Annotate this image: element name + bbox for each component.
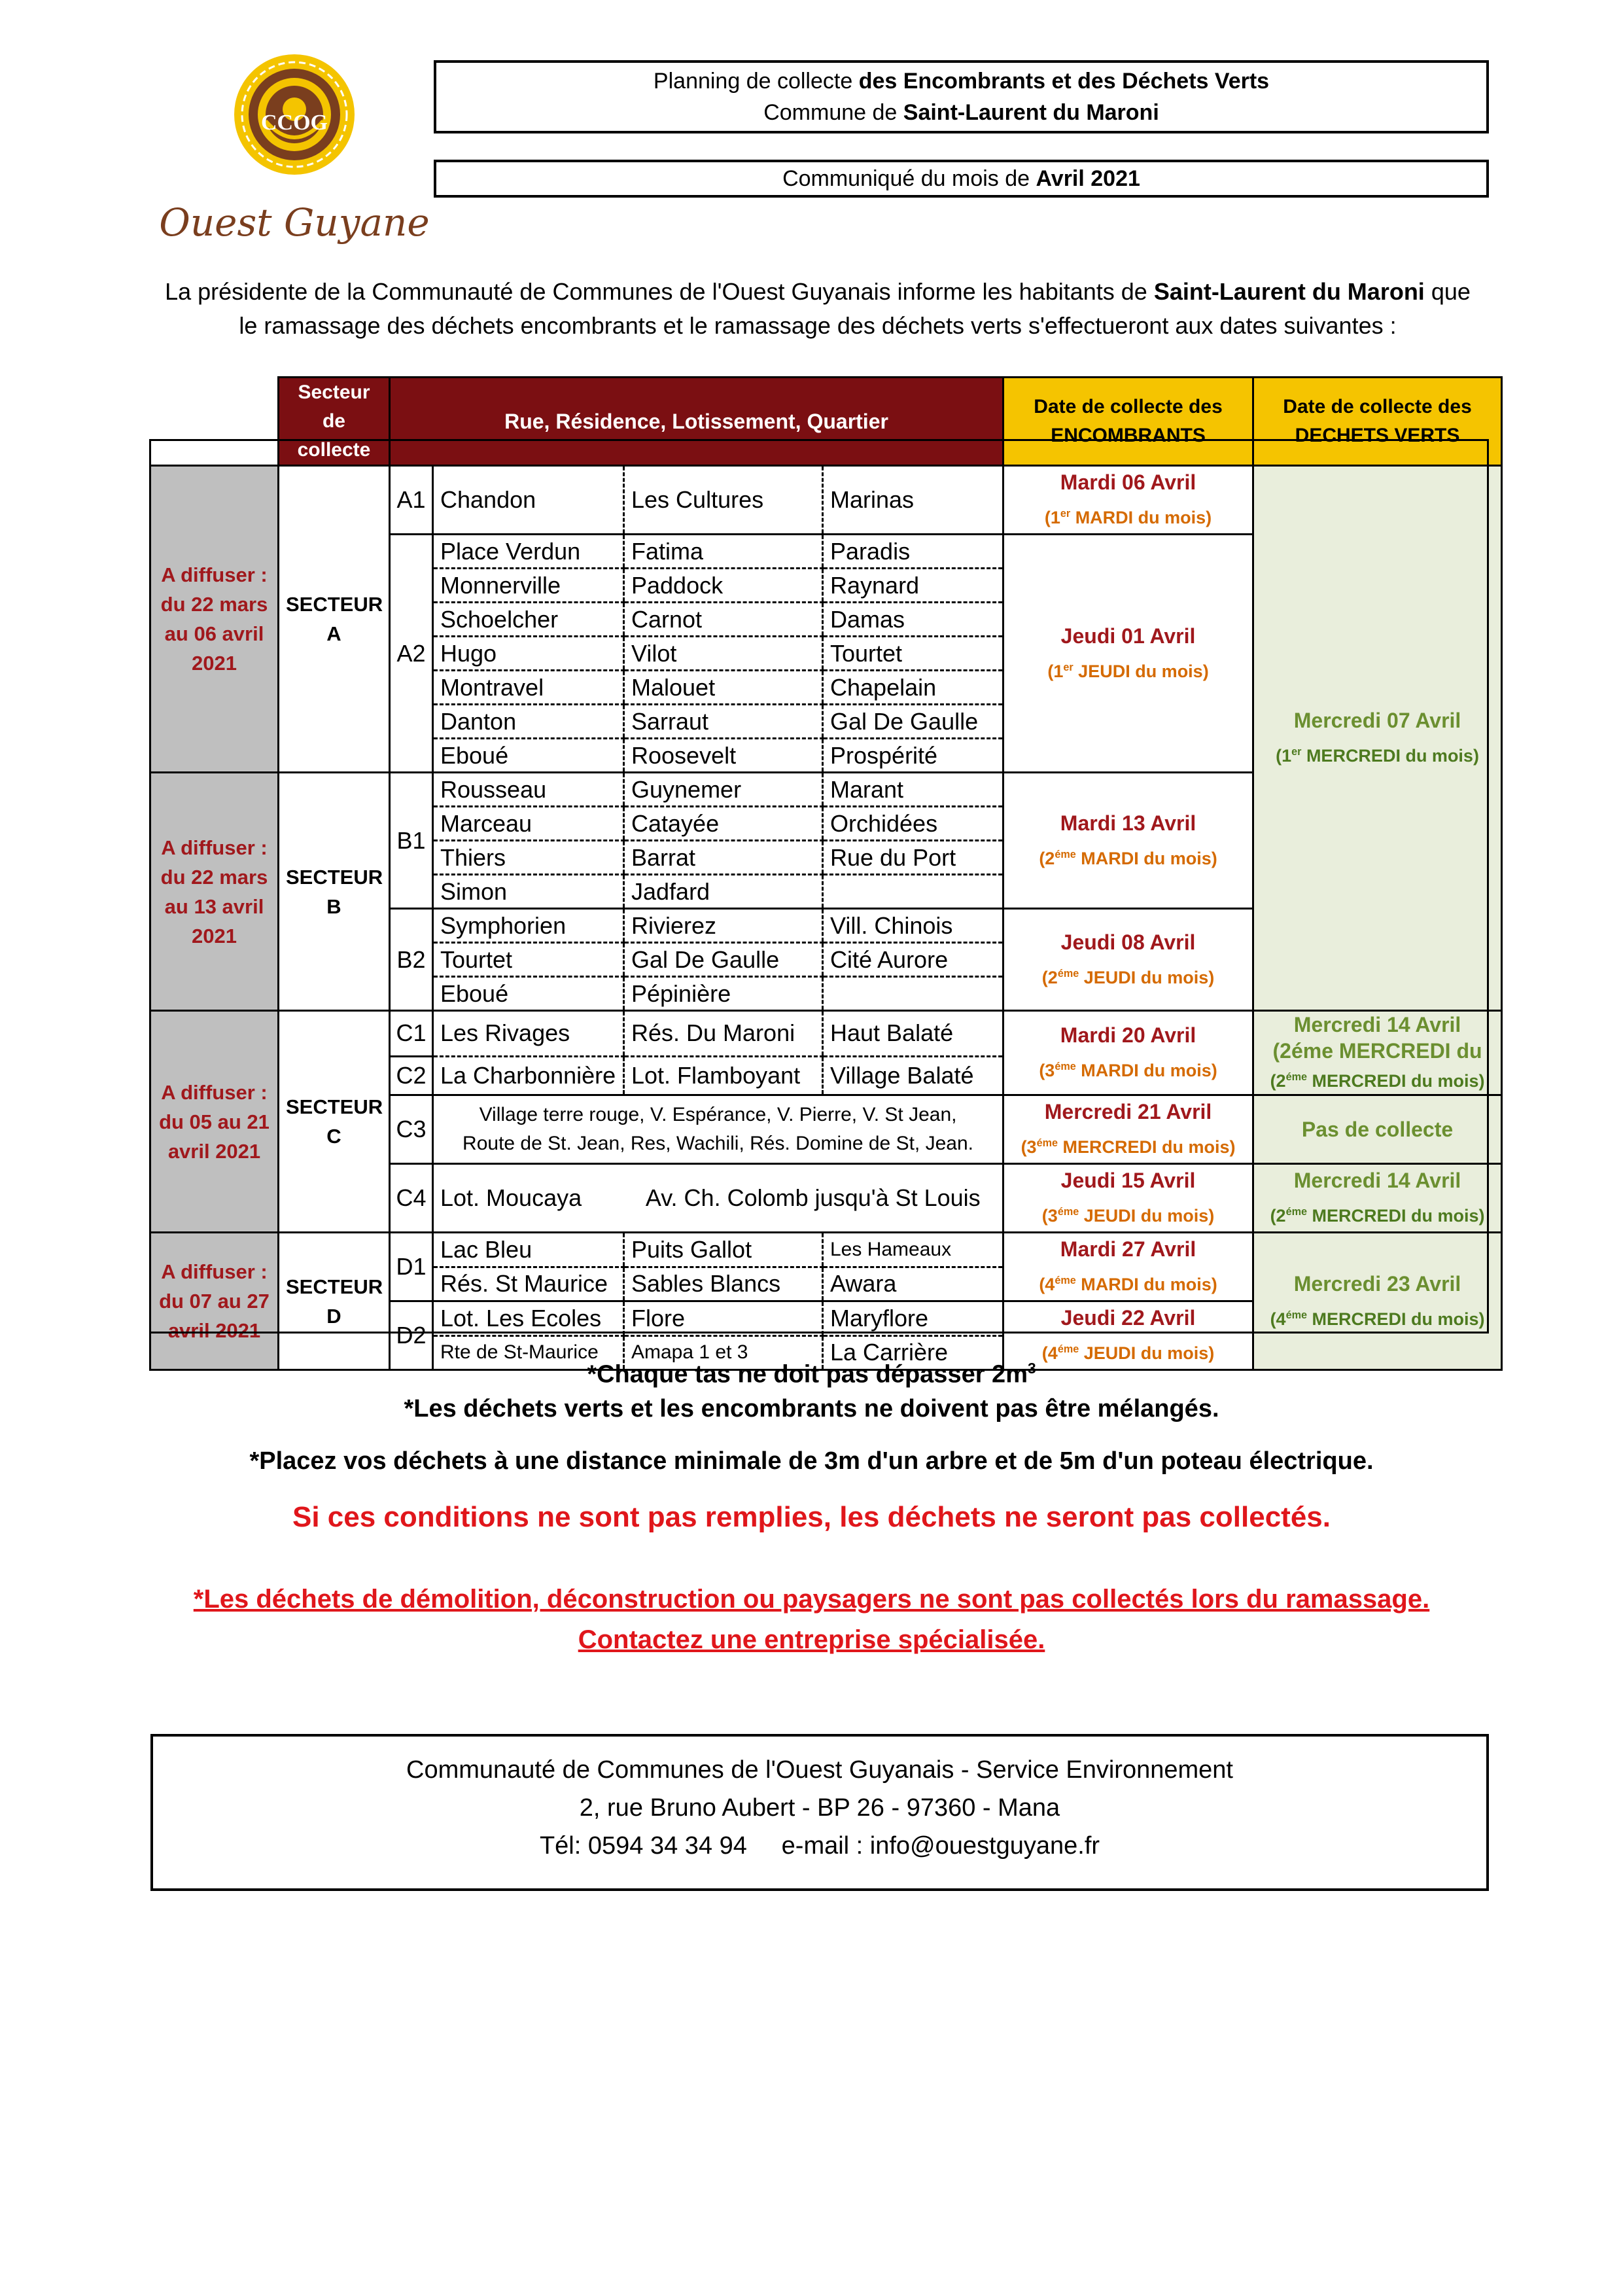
street: Hugo (433, 637, 624, 671)
street: Les Hameaux (823, 1233, 1003, 1267)
street: Eboué (433, 739, 624, 773)
vert-d: Mercredi 23 Avril ($4^{éme}$ MERCREDI du mois) (1253, 1233, 1502, 1370)
street: Barrat (624, 841, 823, 875)
vert-ab: Mercredi 07 Avril (1er MERCREDI du mois) (1253, 466, 1502, 1011)
street: Rés. Du Maroni (624, 1011, 823, 1057)
street: La Carrière (823, 1335, 1003, 1370)
street: Lot. Les Ecoles (433, 1301, 624, 1336)
sector-c-diffuser: A diffuser : du 05 au 21 avril 2021 (150, 1011, 279, 1233)
street: Lot. Moucaya (433, 1164, 624, 1233)
street: Monnerville (433, 569, 624, 603)
note-2: *Les déchets verts et les encombrants ne doivent pas être mélangés. (404, 1395, 1219, 1422)
street: Sables Blancs (624, 1267, 823, 1301)
enc-d1: Mardi 27 Avril ($4^{éme}$ MARDI du mois) (1003, 1233, 1253, 1301)
note-6: Contactez une entreprise spécialisée. (578, 1625, 1045, 1654)
street: Fatima (624, 535, 823, 569)
sector-a-label: SECTEUR A (279, 466, 390, 773)
note-4: Si ces conditions ne sont pas remplies, les déchets ne seront pas collectés. (292, 1501, 1331, 1533)
street: Roosevelt (624, 739, 823, 773)
street: Tourtet (823, 637, 1003, 671)
street: Rousseau (433, 773, 624, 807)
code-c3: C3 (390, 1095, 433, 1164)
street: Gal De Gaulle (823, 705, 1003, 739)
sector-b-diffuser: A diffuser : du 22 mars au 13 avril 2021 (150, 773, 279, 1011)
street: Flore (624, 1301, 823, 1336)
footer-line-3: Tél: 0594 34 34 94 e-mail : info@ouestguyane.fr (539, 1832, 1100, 1860)
title-box (434, 60, 1489, 133)
vert-c3: Pas de collecte (1253, 1095, 1502, 1164)
sector-a-diffuser: A diffuser : du 22 mars au 06 avril 2021 (150, 466, 279, 773)
street: Place Verdun (433, 535, 624, 569)
street: Rte de St-Maurice (433, 1335, 624, 1370)
title-line-2: Commune de Saint-Laurent du Maroni (763, 100, 1159, 125)
table-row (150, 1233, 1502, 1267)
street: Damas (823, 603, 1003, 637)
street: Vill. Chinois (823, 909, 1003, 943)
street: Symphorien (433, 909, 624, 943)
sector-b-label: SECTEUR B (279, 773, 390, 1011)
street: Awara (823, 1267, 1003, 1301)
footer-contact-box (150, 1734, 1489, 1891)
street: Guynemer (624, 773, 823, 807)
street: Prospérité (823, 739, 1003, 773)
sector-d-diffuser: A diffuser : du 07 au 27 avril 2021 (150, 1233, 279, 1370)
street: La Charbonnière (433, 1056, 624, 1095)
street: Simon (433, 875, 624, 909)
code-a1: A1 (390, 466, 433, 535)
sector-d-label: SECTEUR D (279, 1233, 390, 1370)
street: Orchidées (823, 807, 1003, 841)
code-d2: D2 (390, 1301, 433, 1370)
street: Village Balaté (823, 1056, 1003, 1095)
street: Danton (433, 705, 624, 739)
street: Lac Bleu (433, 1233, 624, 1267)
ccog-emblem-icon (157, 46, 432, 262)
street: Lot. Flamboyant (624, 1056, 823, 1095)
code-b2: B2 (390, 909, 433, 1011)
street: Malouet (624, 671, 823, 705)
footer-line-1: Communauté de Communes de l'Ouest Guyanais - Service Environnement (406, 1756, 1233, 1784)
street: Jadfard (624, 875, 823, 909)
code-c2: C2 (390, 1056, 433, 1095)
footer-line-2: 2, rue Bruno Aubert - BP 26 - 97360 - Mana (579, 1794, 1060, 1822)
street: Raynard (823, 569, 1003, 603)
enc-a1: Mardi 06 Avril (1er MARDI du mois) (1003, 466, 1253, 535)
header-rue: Rue, Résidence, Lotissement, Quartier (390, 378, 1003, 466)
street: Paddock (624, 569, 823, 603)
vert-c12: Mercredi 14 Avril (2éme MERCREDI du ($2^{éme}$ MERCREDI du mois) (1253, 1011, 1502, 1095)
enc-d2: Jeudi 22 Avril ($4^{éme}$ JEUDI du mois) (1003, 1301, 1253, 1370)
street: Rivierez (624, 909, 823, 943)
street: Haut Balaté (823, 1011, 1003, 1057)
enc-b1: Mardi 13 Avril ($2^{éme}$ MARDI du mois) (1003, 773, 1253, 909)
intro-text: La présidente de la Communauté de Communes de l'Ouest Guyanais informe les habitants de Saint-Laurent du Maroni que le ramassage des déchets encombrants et le ramassage des déchets verts s'effectueront aux dates suivantes : (165, 278, 1471, 339)
street: Marceau (433, 807, 624, 841)
table-row (150, 466, 1502, 535)
note-1: *Chaque tas ne doit pas dépasser $2m^3$ (587, 1360, 1036, 1388)
street-c3: Village terre rouge, V. Espérance, V. Pierre, V. St Jean, Route de St. Jean, Res, Wachili, Rés. Domine de St, Jean. (433, 1095, 1003, 1164)
table-header-row (150, 378, 1502, 466)
logo-monogram: CCOG (261, 111, 328, 135)
street: Rés. St Maurice (433, 1267, 624, 1301)
table-row (150, 1011, 1502, 1057)
code-c1: C1 (390, 1011, 433, 1057)
code-c4: C4 (390, 1164, 433, 1233)
street: Vilot (624, 637, 823, 671)
street: Gal De Gaulle (624, 943, 823, 977)
street: Catayée (624, 807, 823, 841)
street: Les Rivages (433, 1011, 624, 1057)
ccog-logo (157, 46, 432, 262)
note-3: *Placez vos déchets à une distance minimale de 3m d'un arbre et de 5m d'un poteau électrique. (249, 1447, 1374, 1475)
street: Av. Ch. Colomb jusqu'à St Louis (624, 1164, 1003, 1233)
street: Les Cultures (624, 466, 823, 535)
street: Marinas (823, 466, 1003, 535)
code-a2: A2 (390, 535, 433, 773)
logo-text: Ouest Guyane (159, 200, 430, 245)
street: Maryflore (823, 1301, 1003, 1336)
street: Puits Gallot (624, 1233, 823, 1267)
communique-box: Communiqué du mois de Avril 2021 (434, 160, 1489, 198)
header-secteur: Secteur de collecte (279, 378, 390, 466)
street: Tourtet (433, 943, 624, 977)
street: Chapelain (823, 671, 1003, 705)
enc-c4: Jeudi 15 Avril ($3^{éme}$ JEUDI du mois) (1003, 1164, 1253, 1233)
street: Montravel (433, 671, 624, 705)
street: Thiers (433, 841, 624, 875)
street: Schoelcher (433, 603, 624, 637)
street: Chandon (433, 466, 624, 535)
street: Marant (823, 773, 1003, 807)
street (823, 977, 1003, 1011)
street: Pépinière (624, 977, 823, 1011)
street: Sarraut (624, 705, 823, 739)
sector-c-label: SECTEUR C (279, 1011, 390, 1233)
street (823, 875, 1003, 909)
code-b1: B1 (390, 773, 433, 909)
title-line-1: Planning de collecte des Encombrants et des Déchets Verts (653, 69, 1270, 94)
enc-a2: Jeudi 01 Avril (1er JEUDI du mois) (1003, 535, 1253, 773)
street: Rue du Port (823, 841, 1003, 875)
collection-schedule-table (149, 376, 1503, 1371)
enc-b2: Jeudi 08 Avril ($2^{éme}$ JEUDI du mois) (1003, 909, 1253, 1011)
header-verts: Date de collecte des DECHETS VERTS (1253, 378, 1502, 466)
note-5: *Les déchets de démolition, déconstruction ou paysagers ne sont pas collectés lors du ramassage. (193, 1585, 1430, 1614)
enc-c3: Mercredi 21 Avril ($3^{éme}$ MERCREDI du mois) (1003, 1095, 1253, 1164)
street: Paradis (823, 535, 1003, 569)
street: Amapa 1 et 3 (624, 1335, 823, 1370)
header-encombrants: Date de collecte des ENCOMBRANTS (1003, 378, 1253, 466)
street: Cité Aurore (823, 943, 1003, 977)
enc-c12: Mardi 20 Avril ($3^{éme}$ MARDI du mois) (1003, 1011, 1253, 1095)
street: Eboué (433, 977, 624, 1011)
street: Carnot (624, 603, 823, 637)
code-d1: D1 (390, 1233, 433, 1301)
vert-c4: Mercredi 14 Avril ($2^{éme}$ MERCREDI du mois) (1253, 1164, 1502, 1233)
